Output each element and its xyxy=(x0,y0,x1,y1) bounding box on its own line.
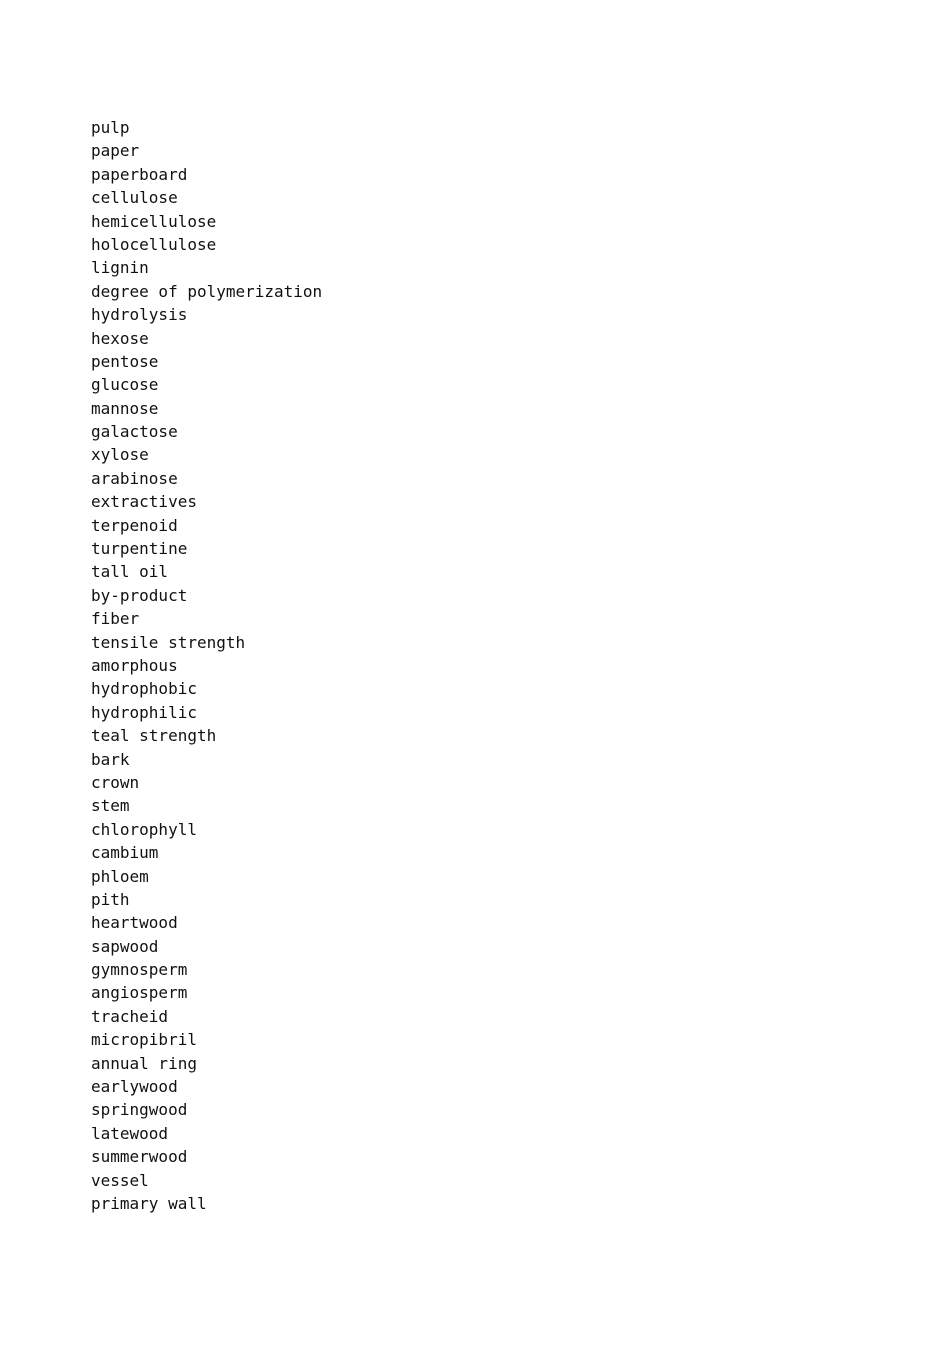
term-item: latewood xyxy=(91,1123,169,1143)
term-item: earlywood xyxy=(91,1077,178,1097)
term-item: pith xyxy=(91,889,130,909)
term-item: lignin xyxy=(91,258,149,278)
term-item: glucose xyxy=(91,375,159,395)
term-item: fiber xyxy=(91,609,140,629)
term-item: angiosperm xyxy=(91,983,188,1003)
term-item: paperboard xyxy=(91,164,188,184)
term-item: micropibril xyxy=(91,1030,197,1050)
term-item: amorphous xyxy=(91,655,178,675)
term-item: primary wall xyxy=(91,1193,207,1213)
term-item: extractives xyxy=(91,492,197,512)
term-item: cellulose xyxy=(91,188,178,208)
term-item: springwood xyxy=(91,1100,188,1120)
term-item: vessel xyxy=(91,1170,149,1190)
term-list xyxy=(91,116,322,1215)
term-item: annual ring xyxy=(91,1053,197,1073)
term-item: hexose xyxy=(91,328,149,348)
term-item: tall oil xyxy=(91,562,169,582)
term-item: hydrophilic xyxy=(91,702,197,722)
term-item: crown xyxy=(91,772,140,792)
term-item: holocellulose xyxy=(91,234,217,254)
term-item: by-product xyxy=(91,585,188,605)
term-item: heartwood xyxy=(91,913,178,933)
term-item: hydrolysis xyxy=(91,305,188,325)
term-item: summerwood xyxy=(91,1147,188,1167)
term-item: galactose xyxy=(91,422,178,442)
term-item: hydrophobic xyxy=(91,679,197,699)
term-item: stem xyxy=(91,796,130,816)
term-item: degree of polymerization xyxy=(91,281,323,301)
term-item: cambium xyxy=(91,843,159,863)
term-item: chlorophyll xyxy=(91,819,197,839)
term-item: gymnosperm xyxy=(91,960,188,980)
term-item: pentose xyxy=(91,351,159,371)
term-item: arabinose xyxy=(91,468,178,488)
term-item: bark xyxy=(91,749,130,769)
term-item: sapwood xyxy=(91,936,159,956)
term-item: mannose xyxy=(91,398,159,418)
term-item: tracheid xyxy=(91,1006,169,1026)
term-item: pulp xyxy=(91,118,130,137)
term-item: turpentine xyxy=(91,539,188,559)
term-item: paper xyxy=(91,141,140,161)
term-item: teal strength xyxy=(91,726,217,746)
term-item: tensile strength xyxy=(91,632,246,652)
term-item: hemicellulose xyxy=(91,211,217,231)
term-item: xylose xyxy=(91,445,149,465)
term-item: terpenoid xyxy=(91,515,178,535)
term-item: phloem xyxy=(91,866,149,886)
